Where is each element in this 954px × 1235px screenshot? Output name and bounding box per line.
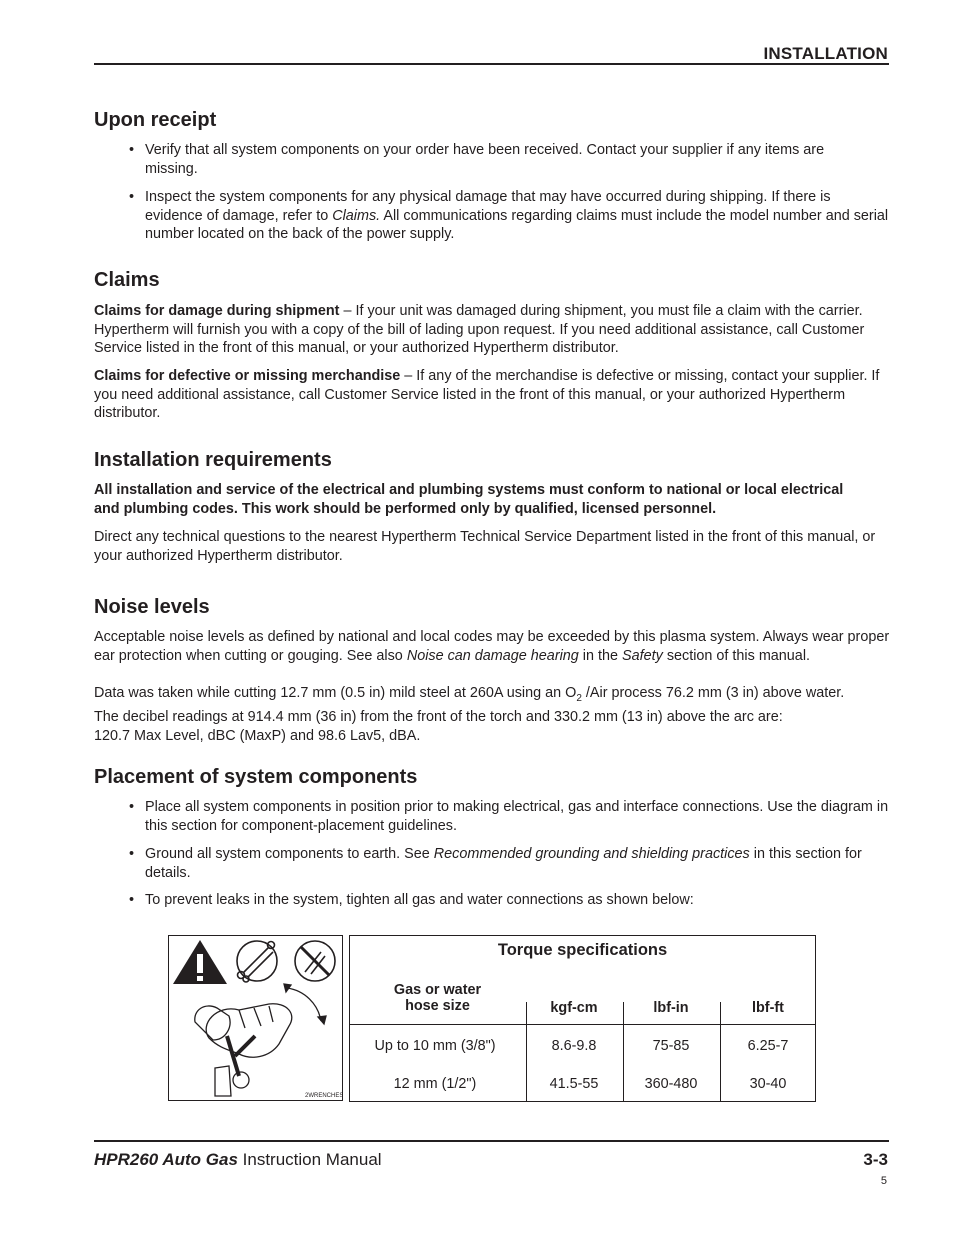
- upon-receipt-heading: Upon receipt: [94, 109, 217, 131]
- table-cell: 6.25-7: [747, 1038, 789, 1054]
- table-cell: 360-480: [644, 1076, 698, 1092]
- placement-bullet-2: Ground all system components to earth. See Recommended grounding and shielding practices in this section for details.: [145, 846, 862, 881]
- section-header: INSTALLATION: [763, 44, 888, 63]
- table-cell: 8.6-9.8: [551, 1038, 597, 1054]
- bullet-icon: •: [129, 142, 135, 158]
- col-header-lbf-in: lbf-in: [653, 1000, 689, 1016]
- technical-questions-paragraph: Direct any technical questions to the nearest Hypertherm Technical Service Department listed in the front of this manual, or your authorized Hypertherm distributor.: [94, 529, 876, 564]
- noise-paragraph-1: Acceptable noise levels as defined by national and local codes may be exceeded by this plasma system. Always wear proper ear protection when cutting or gouging. See also Noise can damage hearing in the Safety section of this manual.: [94, 629, 890, 664]
- claims-heading: Claims: [94, 269, 160, 291]
- bullet-icon: •: [129, 892, 135, 908]
- sheet-number: 5: [880, 1175, 887, 1187]
- hands-with-wrenches-icon: [195, 984, 326, 1096]
- table-title: Torque specifications: [497, 941, 668, 959]
- upon-receipt-bullet-1: Verify that all system components on your order have been received. Contact your supplier if any items are missing.: [145, 142, 825, 177]
- page-number: 3-3: [863, 1150, 888, 1169]
- placement-bullet-1: Place all system components in position prior to making electrical, gas and interface connections. Use the diagram in this section for component-placement guidelines.: [145, 799, 889, 834]
- table-cell: Up to 10 mm (3/8"): [374, 1038, 496, 1054]
- noise-levels-heading: Noise levels: [94, 596, 210, 618]
- bullet-icon: •: [129, 799, 135, 815]
- noise-data-paragraph: Data was taken while cutting 12.7 mm (0.5 in) mild steel at 260A using an $O_2$ /Air process 76.2 mm (3 in) above water. The decibel readings at 914.4 mm (36 in) from the front of the torch and 330.2 mm (13 in) above the arc are: 120.7 Max Level, dBC (MaxP) and 98.6 Lav5, dBA.: [94, 685, 845, 745]
- installation-requirements-heading: Installation requirements: [94, 449, 332, 471]
- torque-specifications-table: [349, 935, 816, 1102]
- wrench-figure: [168, 935, 343, 1101]
- two-wrenches-icon: [237, 941, 277, 982]
- bullet-icon: •: [129, 846, 135, 862]
- table-cell: 75-85: [652, 1038, 690, 1054]
- no-pliers-icon: [295, 941, 335, 981]
- upon-receipt-bullet-2: Inspect the system components for any physical damage that may have occurred during shipping. If there is evidence of damage, refer to Claims. All communications regarding claims must include the model number and serial number located on the back of the power supply.: [145, 189, 889, 243]
- col-header-lbf-ft: lbf-ft: [752, 1000, 784, 1016]
- col-header-kgf-cm: kgf-cm: [550, 1000, 598, 1016]
- placement-bullet-3: To prevent leaks in the system, tighten all gas and water connections as shown below:: [145, 892, 694, 908]
- bullet-icon: •: [129, 189, 135, 205]
- wrench-illustration: [169, 936, 342, 1100]
- table-cell: 41.5-55: [549, 1076, 599, 1092]
- installation-warning-paragraph: All installation and service of the electrical and plumbing systems must conform to national or local electrical and plumbing codes. This work should be performed only by qualified, licensed personnel.: [94, 482, 844, 517]
- table-cell: 30-40: [749, 1076, 787, 1092]
- footer-rule: [94, 1140, 889, 1142]
- table-cell: 12 mm (1/2"): [393, 1076, 477, 1092]
- col-header-hose-size: Gas or water hose size: [393, 982, 482, 1014]
- figure-label: 2WRENCHES: [305, 1093, 342, 1099]
- claims-merchandise-paragraph: Claims for defective or missing merchandise – If any of the merchandise is defective or missing, contact your supplier. If you need additional assistance, call Customer Service listed in the front of this manual, or your authorized Hypertherm distributor.: [94, 368, 880, 422]
- placement-heading: Placement of system components: [94, 766, 418, 788]
- claims-shipment-paragraph: Claims for damage during shipment – If your unit was damaged during shipment, you must file a claim with the carrier. Hypertherm will furnish you with a copy of the bill of lading upon request. If you need additional assistance, call Customer Service listed in the front of this manual, or your authorized Hypertherm distributor.: [94, 303, 865, 357]
- footer-manual-title: HPR260 Auto Gas Instruction Manual: [94, 1150, 382, 1169]
- header-divider: [350, 1024, 815, 1025]
- header-rule: [94, 63, 889, 65]
